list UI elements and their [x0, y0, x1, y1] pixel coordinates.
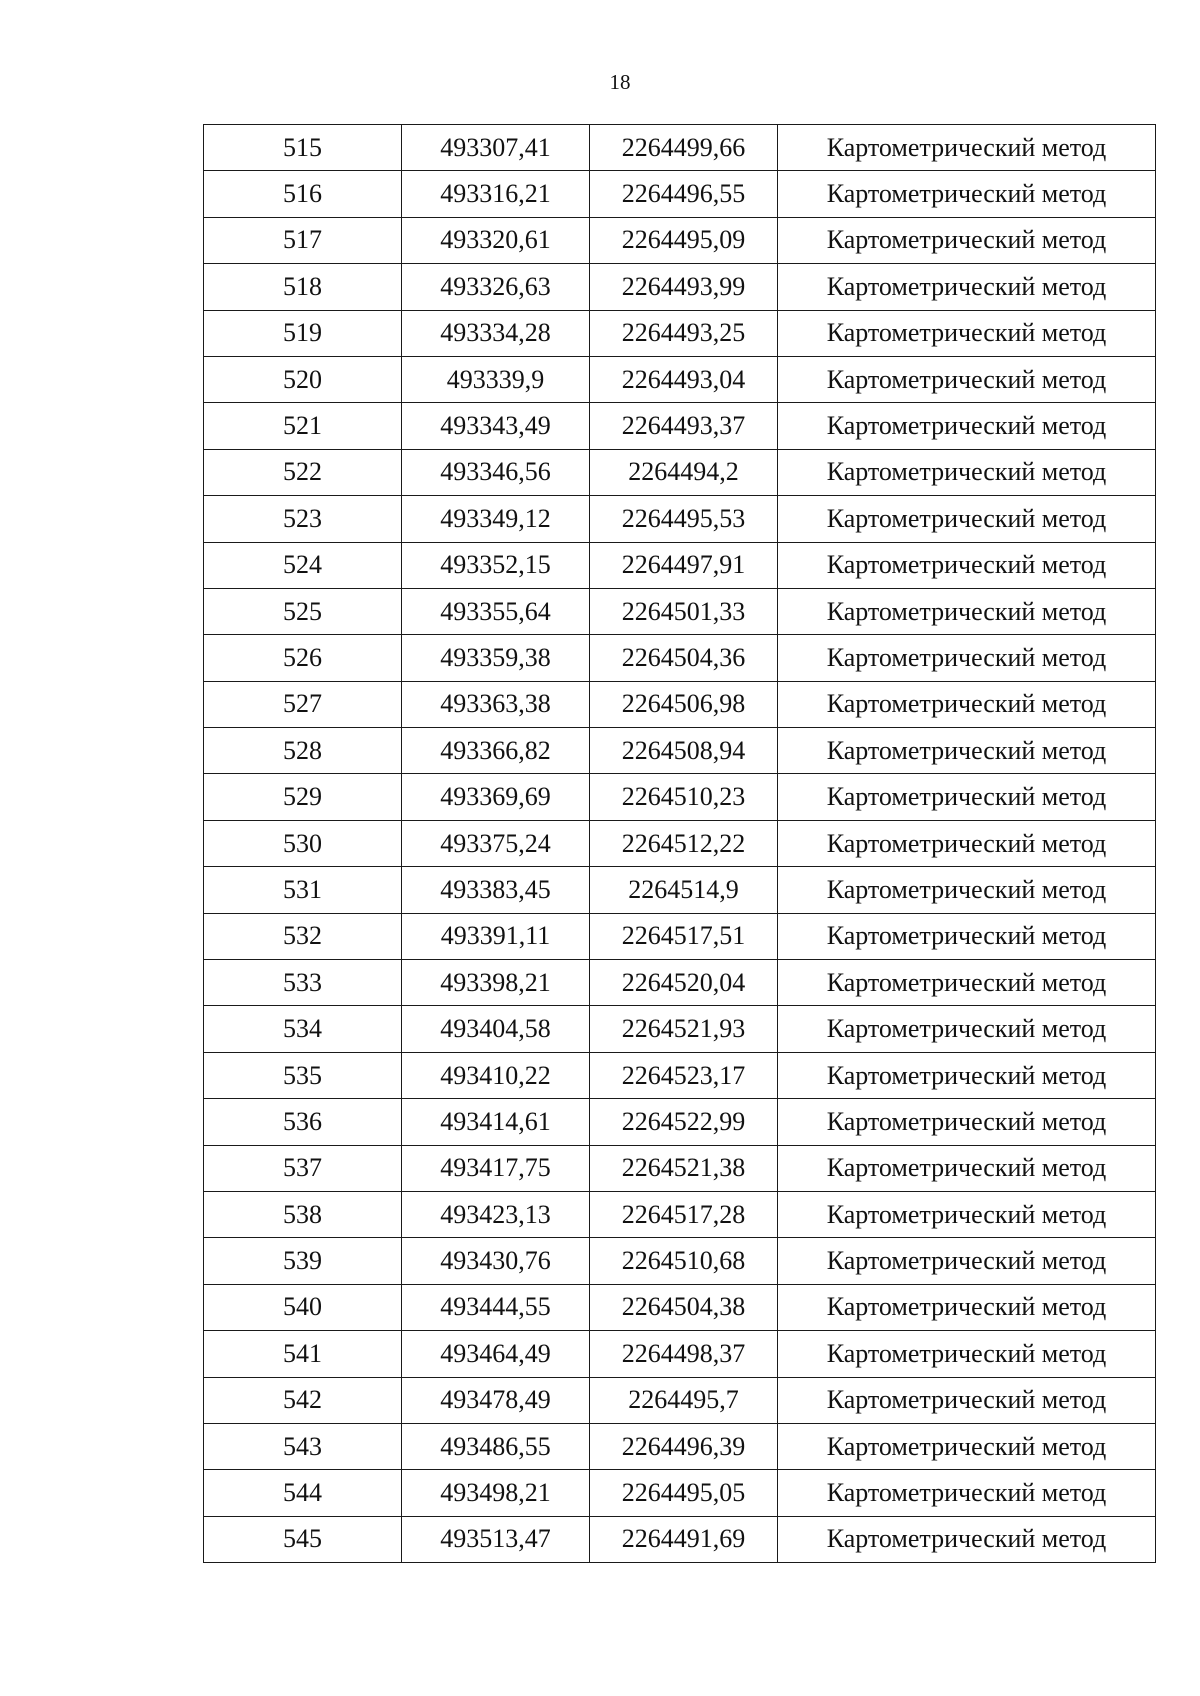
y-coordinate-cell: 2264496,39: [590, 1423, 778, 1469]
x-coordinate-cell: 493355,64: [402, 588, 590, 634]
method-cell: Картометрический метод: [778, 635, 1156, 681]
x-coordinate-cell: 493444,55: [402, 1284, 590, 1330]
method-cell: Картометрический метод: [778, 913, 1156, 959]
x-coordinate-cell: 493307,41: [402, 125, 590, 171]
x-coordinate-cell: 493334,28: [402, 310, 590, 356]
point-number-cell: 526: [204, 635, 402, 681]
point-number-cell: 523: [204, 496, 402, 542]
point-number-cell: 534: [204, 1006, 402, 1052]
method-cell: Картометрический метод: [778, 1145, 1156, 1191]
x-coordinate-cell: 493486,55: [402, 1423, 590, 1469]
table-row: [204, 1191, 1156, 1237]
method-cell: Картометрический метод: [778, 1238, 1156, 1284]
y-coordinate-cell: 2264495,7: [590, 1377, 778, 1423]
table-row: [204, 1470, 1156, 1516]
y-coordinate-cell: 2264514,9: [590, 867, 778, 913]
method-cell: Картометрический метод: [778, 1191, 1156, 1237]
table-row: [204, 1052, 1156, 1098]
method-cell: Картометрический метод: [778, 403, 1156, 449]
y-coordinate-cell: 2264493,37: [590, 403, 778, 449]
x-coordinate-cell: 493316,21: [402, 171, 590, 217]
point-number-cell: 541: [204, 1331, 402, 1377]
method-cell: Картометрический метод: [778, 1377, 1156, 1423]
point-number-cell: 525: [204, 588, 402, 634]
table-row: [204, 1331, 1156, 1377]
y-coordinate-cell: 2264493,25: [590, 310, 778, 356]
table-row: [204, 356, 1156, 402]
y-coordinate-cell: 2264495,53: [590, 496, 778, 542]
table-row: [204, 1284, 1156, 1330]
table-row: [204, 217, 1156, 263]
x-coordinate-cell: 493366,82: [402, 728, 590, 774]
y-coordinate-cell: 2264506,98: [590, 681, 778, 727]
y-coordinate-cell: 2264523,17: [590, 1052, 778, 1098]
x-coordinate-cell: 493346,56: [402, 449, 590, 495]
table-row: [204, 264, 1156, 310]
point-number-cell: 538: [204, 1191, 402, 1237]
y-coordinate-cell: 2264504,36: [590, 635, 778, 681]
method-cell: Картометрический метод: [778, 728, 1156, 774]
method-cell: Картометрический метод: [778, 264, 1156, 310]
x-coordinate-cell: 493359,38: [402, 635, 590, 681]
point-number-cell: 540: [204, 1284, 402, 1330]
point-number-cell: 535: [204, 1052, 402, 1098]
y-coordinate-cell: 2264512,22: [590, 820, 778, 866]
point-number-cell: 532: [204, 913, 402, 959]
y-coordinate-cell: 2264521,93: [590, 1006, 778, 1052]
x-coordinate-cell: 493383,45: [402, 867, 590, 913]
x-coordinate-cell: 493498,21: [402, 1470, 590, 1516]
table-row: [204, 960, 1156, 1006]
table-row: [204, 125, 1156, 171]
y-coordinate-cell: 2264493,99: [590, 264, 778, 310]
x-coordinate-cell: 493391,11: [402, 913, 590, 959]
method-cell: Картометрический метод: [778, 820, 1156, 866]
table-row: [204, 542, 1156, 588]
y-coordinate-cell: 2264491,69: [590, 1516, 778, 1562]
table-row: [204, 449, 1156, 495]
coordinates-table-body: [204, 125, 1156, 1563]
method-cell: Картометрический метод: [778, 1099, 1156, 1145]
x-coordinate-cell: 493478,49: [402, 1377, 590, 1423]
method-cell: Картометрический метод: [778, 310, 1156, 356]
point-number-cell: 543: [204, 1423, 402, 1469]
y-coordinate-cell: 2264495,09: [590, 217, 778, 263]
y-coordinate-cell: 2264499,66: [590, 125, 778, 171]
x-coordinate-cell: 493414,61: [402, 1099, 590, 1145]
table-row: [204, 820, 1156, 866]
x-coordinate-cell: 493410,22: [402, 1052, 590, 1098]
point-number-cell: 536: [204, 1099, 402, 1145]
table-row: [204, 1099, 1156, 1145]
y-coordinate-cell: 2264522,99: [590, 1099, 778, 1145]
table-row: [204, 913, 1156, 959]
point-number-cell: 544: [204, 1470, 402, 1516]
table-row: [204, 867, 1156, 913]
x-coordinate-cell: 493339,9: [402, 356, 590, 402]
x-coordinate-cell: 493375,24: [402, 820, 590, 866]
method-cell: Картометрический метод: [778, 542, 1156, 588]
x-coordinate-cell: 493417,75: [402, 1145, 590, 1191]
table-row: [204, 1006, 1156, 1052]
table-row: [204, 1516, 1156, 1562]
point-number-cell: 545: [204, 1516, 402, 1562]
point-number-cell: 520: [204, 356, 402, 402]
method-cell: Картометрический метод: [778, 774, 1156, 820]
method-cell: Картометрический метод: [778, 217, 1156, 263]
method-cell: Картометрический метод: [778, 1006, 1156, 1052]
y-coordinate-cell: 2264510,68: [590, 1238, 778, 1284]
y-coordinate-cell: 2264517,28: [590, 1191, 778, 1237]
table-row: [204, 1145, 1156, 1191]
method-cell: Картометрический метод: [778, 449, 1156, 495]
point-number-cell: 518: [204, 264, 402, 310]
point-number-cell: 522: [204, 449, 402, 495]
y-coordinate-cell: 2264496,55: [590, 171, 778, 217]
table-row: [204, 310, 1156, 356]
method-cell: Картометрический метод: [778, 1284, 1156, 1330]
x-coordinate-cell: 493464,49: [402, 1331, 590, 1377]
point-number-cell: 531: [204, 867, 402, 913]
x-coordinate-cell: 493430,76: [402, 1238, 590, 1284]
x-coordinate-cell: 493363,38: [402, 681, 590, 727]
method-cell: Картометрический метод: [778, 1516, 1156, 1562]
y-coordinate-cell: 2264508,94: [590, 728, 778, 774]
point-number-cell: 519: [204, 310, 402, 356]
table-row: [204, 1238, 1156, 1284]
y-coordinate-cell: 2264510,23: [590, 774, 778, 820]
x-coordinate-cell: 493352,15: [402, 542, 590, 588]
y-coordinate-cell: 2264520,04: [590, 960, 778, 1006]
y-coordinate-cell: 2264501,33: [590, 588, 778, 634]
point-number-cell: 528: [204, 728, 402, 774]
point-number-cell: 533: [204, 960, 402, 1006]
point-number-cell: 516: [204, 171, 402, 217]
y-coordinate-cell: 2264504,38: [590, 1284, 778, 1330]
table-row: [204, 496, 1156, 542]
method-cell: Картометрический метод: [778, 1052, 1156, 1098]
point-number-cell: 521: [204, 403, 402, 449]
table-row: [204, 774, 1156, 820]
method-cell: Картометрический метод: [778, 1331, 1156, 1377]
x-coordinate-cell: 493513,47: [402, 1516, 590, 1562]
coordinates-table: [203, 124, 1156, 1563]
y-coordinate-cell: 2264494,2: [590, 449, 778, 495]
method-cell: Картометрический метод: [778, 1423, 1156, 1469]
method-cell: Картометрический метод: [778, 960, 1156, 1006]
x-coordinate-cell: 493320,61: [402, 217, 590, 263]
x-coordinate-cell: 493369,69: [402, 774, 590, 820]
y-coordinate-cell: 2264495,05: [590, 1470, 778, 1516]
x-coordinate-cell: 493343,49: [402, 403, 590, 449]
method-cell: Картометрический метод: [778, 867, 1156, 913]
point-number-cell: 515: [204, 125, 402, 171]
y-coordinate-cell: 2264497,91: [590, 542, 778, 588]
y-coordinate-cell: 2264493,04: [590, 356, 778, 402]
method-cell: Картометрический метод: [778, 125, 1156, 171]
method-cell: Картометрический метод: [778, 171, 1156, 217]
table-row: [204, 728, 1156, 774]
x-coordinate-cell: 493349,12: [402, 496, 590, 542]
table-row: [204, 588, 1156, 634]
point-number-cell: 527: [204, 681, 402, 727]
method-cell: Картометрический метод: [778, 356, 1156, 402]
method-cell: Картометрический метод: [778, 1470, 1156, 1516]
point-number-cell: 539: [204, 1238, 402, 1284]
page-number: 18: [609, 70, 631, 94]
table-row: [204, 635, 1156, 681]
y-coordinate-cell: 2264498,37: [590, 1331, 778, 1377]
method-cell: Картометрический метод: [778, 681, 1156, 727]
point-number-cell: 524: [204, 542, 402, 588]
point-number-cell: 530: [204, 820, 402, 866]
y-coordinate-cell: 2264521,38: [590, 1145, 778, 1191]
table-row: [204, 171, 1156, 217]
table-row: [204, 1423, 1156, 1469]
method-cell: Картометрический метод: [778, 588, 1156, 634]
table-row: [204, 681, 1156, 727]
method-cell: Картометрический метод: [778, 496, 1156, 542]
table-row: [204, 1377, 1156, 1423]
point-number-cell: 529: [204, 774, 402, 820]
point-number-cell: 517: [204, 217, 402, 263]
point-number-cell: 542: [204, 1377, 402, 1423]
x-coordinate-cell: 493326,63: [402, 264, 590, 310]
y-coordinate-cell: 2264517,51: [590, 913, 778, 959]
point-number-cell: 537: [204, 1145, 402, 1191]
table-row: [204, 403, 1156, 449]
x-coordinate-cell: 493398,21: [402, 960, 590, 1006]
x-coordinate-cell: 493404,58: [402, 1006, 590, 1052]
x-coordinate-cell: 493423,13: [402, 1191, 590, 1237]
